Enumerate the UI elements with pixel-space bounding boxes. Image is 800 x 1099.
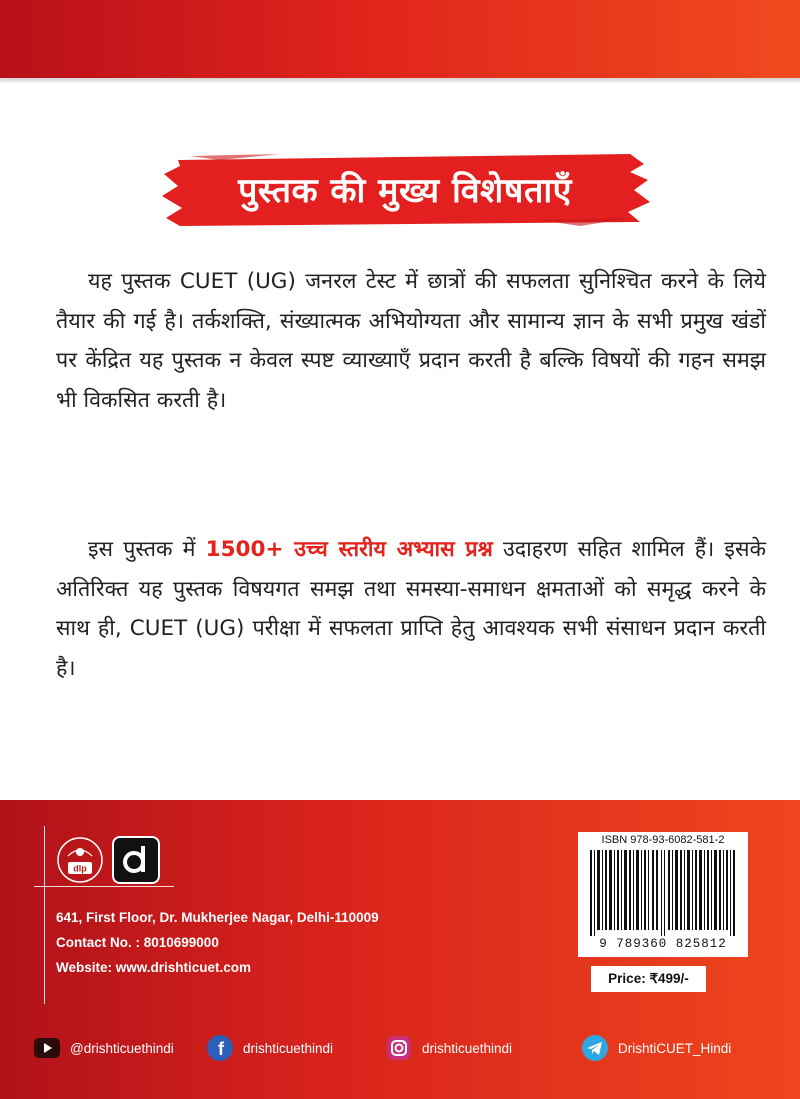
para2-lead: इस पुस्तक में [88,537,206,562]
isbn-label: ISBN 978-93-6082-581-2 [601,834,725,846]
isbn-barcode-box [578,832,748,957]
facebook-icon [205,1033,235,1063]
social-telegram[interactable] [580,1033,731,1063]
social-facebook[interactable] [205,1033,333,1063]
website-text: Website: www.drishticuet.com [56,960,252,975]
youtube-handle: @drishticuethindi [70,1040,174,1056]
social-instagram[interactable] [384,1033,512,1063]
barcode-digits: 9 789360 825812 [599,937,727,951]
section-title: पुस्तक की मुख्य विशेषताएँ [238,171,572,211]
svg-text:dlp: dlp [73,863,87,874]
svg-text:f: f [218,1039,224,1059]
dlp-logo-icon [56,836,104,884]
instagram-handle: drishticuethindi [422,1040,513,1056]
paragraph-features [56,530,766,688]
telegram-handle: DrishtiCUET_Hindi [618,1040,732,1056]
instagram-icon [384,1033,414,1063]
footer-divider-vertical [44,826,45,1004]
social-youtube[interactable] [32,1033,174,1063]
question-count-highlight: 1500+ उच्च स्तरीय अभ्यास प्रश्न [205,537,493,562]
facebook-handle: drishticuethindi [243,1040,334,1056]
youtube-icon [32,1033,62,1063]
barcode-graphic [586,850,740,936]
top-color-band [0,0,800,78]
telegram-icon [580,1033,610,1063]
para2-rest: उदाहरण सहित शामिल हैं। इसके अतिरिक्त यह पुस्तक विषयगत समझ तथा समस्या-समाधन क्षमताओं को समृद्ध करने के साथ ही, CUET (UG) परीक्षा में सफलता प्राप्ति हेतु आवश्यक सभी संसाधन प्रदान करती है। [56,537,767,681]
drishti-d-logo-icon [112,836,160,884]
footer-divider-horizontal [34,886,174,887]
paragraph-intro: यह पुस्तक CUET (UG) जनरल टेस्ट में छात्रों की सफलता सुनिश्चित करने के लिये तैयार की गई है। तर्कशक्ति, संख्यात्मक अभियोग्यता और सामान्य ज्ञान के सभी प्रमुख खंडों पर केंद्रित यह पुस्तक न केवल स्पष्ट व्याख्याएँ प्रदान करती है बल्कि विषयों की गहन समझ भी विकसित करती है। [56,269,766,413]
contact-number-text: Contact No. : 8010699000 [56,935,219,950]
address-text: 641, First Floor, Dr. Mukherjee Nagar, Delhi-110009 [56,910,379,925]
price-label: Price: ₹499/- [591,966,706,992]
